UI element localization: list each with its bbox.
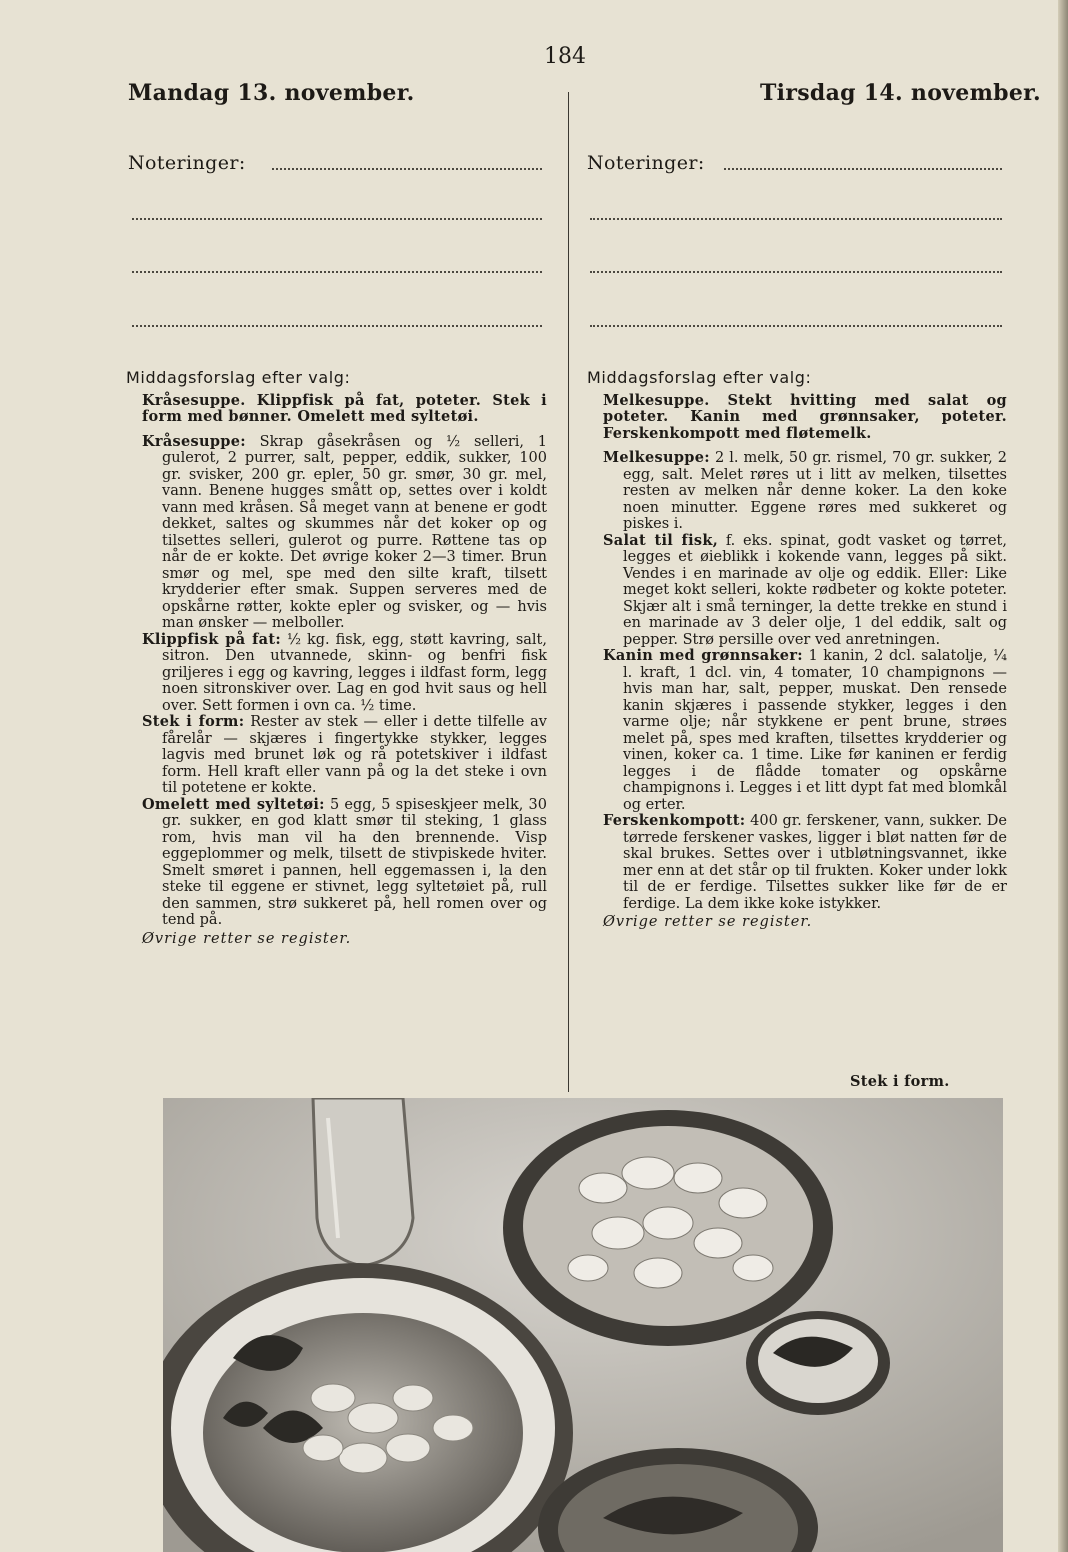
menu-heading: Middagsforslag efter valg: <box>587 368 812 387</box>
column-divider <box>568 92 569 1092</box>
recipe <box>603 450 1007 533</box>
menu-suggestions: Kråsesuppe. Klippfisk på fat, poteter. Stek i form med bønner. Omelett med syltetøi. <box>142 391 547 425</box>
notes-line <box>724 168 1002 170</box>
recipe-text: ½ kg. fisk, egg, støtt kavring, salt, sitron. Den utvannede, skinn- og benfri fisk griljeres i egg og kavring, legges i ildfast form, legg noen sitronskiver over. Lag en god hvit saus og hell over. Sett formen i ovn ca. ½ time. <box>162 631 547 714</box>
day-heading-tuesday: Tirsdag 14. november. <box>760 80 1041 106</box>
recipe-text: 2 l. melk, 50 gr. rismel, 70 gr. sukker, 2 egg, salt. Melet røres ut i litt av melken, tilsettes resten av melken når denne koker. La den koke noen minutter. Eggene røres med sukkeret og piskes i. <box>623 450 1008 532</box>
notes-line <box>590 271 1002 273</box>
notes-line <box>132 325 542 327</box>
recipe <box>603 813 1007 912</box>
menu-column-right <box>583 370 1007 931</box>
recipe <box>142 797 547 929</box>
menu-column-left <box>122 370 547 947</box>
recipe-text: 400 gr. ferskener, vann, sukker. De tørrede ferskener vaskes, ligger i bløt natten før de skal brukes. Settes over i utbløtningsvannet, ikke mer enn at det står op til frukten. Koker under lokk til de er ferdige. Tilsettes sukker like før de er ferdige. La dem ikke koke istykker. <box>623 813 1008 912</box>
notes-line <box>132 271 542 273</box>
recipe-name: Ferskenkompott: <box>603 812 746 829</box>
recipe-name: Kråsesuppe: <box>142 432 246 450</box>
recipe-name: Kanin med grønnsaker: <box>603 647 803 664</box>
menu-suggestions: Melkesuppe. Stekt hvitting med salat og poteter. Kanin med grønnsaker, poteter. Ferskenkompott med fløtemelk. <box>603 391 1007 442</box>
recipe-text: 5 egg, 5 spiseskjeer melk, 30 gr. sukker, en god klatt smør til steking, 1 glass rom, hvis man vil ha den brennende. Visp eggeplommer og melk, tilsett de stivpiskede hviter. Smelt smøret i pannen, hell eggemassen i, la den steke til eggene er stivnet, legg syltetøiet på, rull den sammen, strø sukkeret på, hell romen over og tend på. <box>162 796 548 928</box>
page-number: 184 <box>544 44 586 69</box>
recipe-text: f. eks. spinat, godt vasket og tørret, legges et øieblikk i kokende vann, legges på sikt. Vendes i en marinade av olje og eddik. Eller: Like meget kokt selleri, kokte rødbeter og kokte poteter. Skjær alt i små terninger, la dette trekke en stund i en marinade av 3 deler olje, 1 del eddik, salt og pepper. Strø persille over ved anretningen. <box>623 532 1007 648</box>
recipe-text: 1 kanin, 2 dcl. salatolje, ¼ l. kraft, 1 dcl. vin, 4 tomater, 10 champignons — hvis man har, salt, pepper, muskat. Den rensede kanin skjæres i passende stykker, legges i den varme olje; når stykkene er pent brune, strøes melet på, spes med kraften, tilsettes krydderier og vinen, koker ca. 1 time. Like før kaninen er ferdig legges i de flådde tomater og opskårne champignons i. Legges i et litt dypt fat med blomkål og erter. <box>623 648 1008 813</box>
recipe-name: Klippfisk på fat: <box>142 630 281 648</box>
page-edge <box>1058 0 1068 1552</box>
recipe-text: Skrap gåsekråsen og ½ selleri, 1 gulerot, 2 purrer, salt, pepper, eddik, sukker, 100 gr. svisker, 200 gr. epler, 50 gr. smør, 30 gr. mel, vann. Benene hugges smått op, settes over i koldt vann med kråsen. Så meget vann at benene er godt dekket, saltes og skummes når det koker op og tilsettes selleri, gulerot og purre. Røttene tas op når de er kokte. Det øvrige koker 2—3 timer. Brun smør og mel, spe med den silte kraft, tilsett krydderier efter smak. Suppen serveres med de opskårne røtter, kokte epler og svisker, og — hvis man ønsker — melboller. <box>162 433 547 631</box>
recipe <box>603 648 1007 813</box>
notes-label-right: Noteringer: <box>587 152 705 174</box>
notes-line <box>590 218 1002 220</box>
recipe-name: Omelett med syltetøi: <box>142 795 325 813</box>
notes-line <box>272 168 542 170</box>
recipe-name: Melkesuppe: <box>603 449 710 466</box>
food-photo-illustration <box>163 1098 1003 1552</box>
recipe <box>142 632 547 715</box>
recipe <box>142 434 547 632</box>
food-photo <box>163 1098 1003 1552</box>
photo-caption: Stek i form. <box>850 1073 950 1090</box>
notes-label-left: Noteringer: <box>128 152 246 174</box>
recipe <box>142 714 547 797</box>
menu-heading: Middagsforslag efter valg: <box>126 368 351 387</box>
recipe-name: Salat til fisk, <box>603 531 719 549</box>
notes-line <box>590 325 1002 327</box>
register-note: Øvrige retter se register. <box>603 914 813 930</box>
recipe <box>603 533 1007 649</box>
recipe-text: Rester av stek — eller i dette tilfelle av fårelår — skjæres i fingertykke stykker, legges lagvis med brunet løk og rå potetskiver i ildfast form. Hell kraft eller vann på og la det steke i ovn til potetene er kokte. <box>162 714 548 796</box>
notes-line <box>132 218 542 220</box>
register-note: Øvrige retter se register. <box>142 930 352 947</box>
day-heading-monday: Mandag 13. november. <box>128 80 415 106</box>
recipe-name: Stek i form: <box>142 713 245 730</box>
